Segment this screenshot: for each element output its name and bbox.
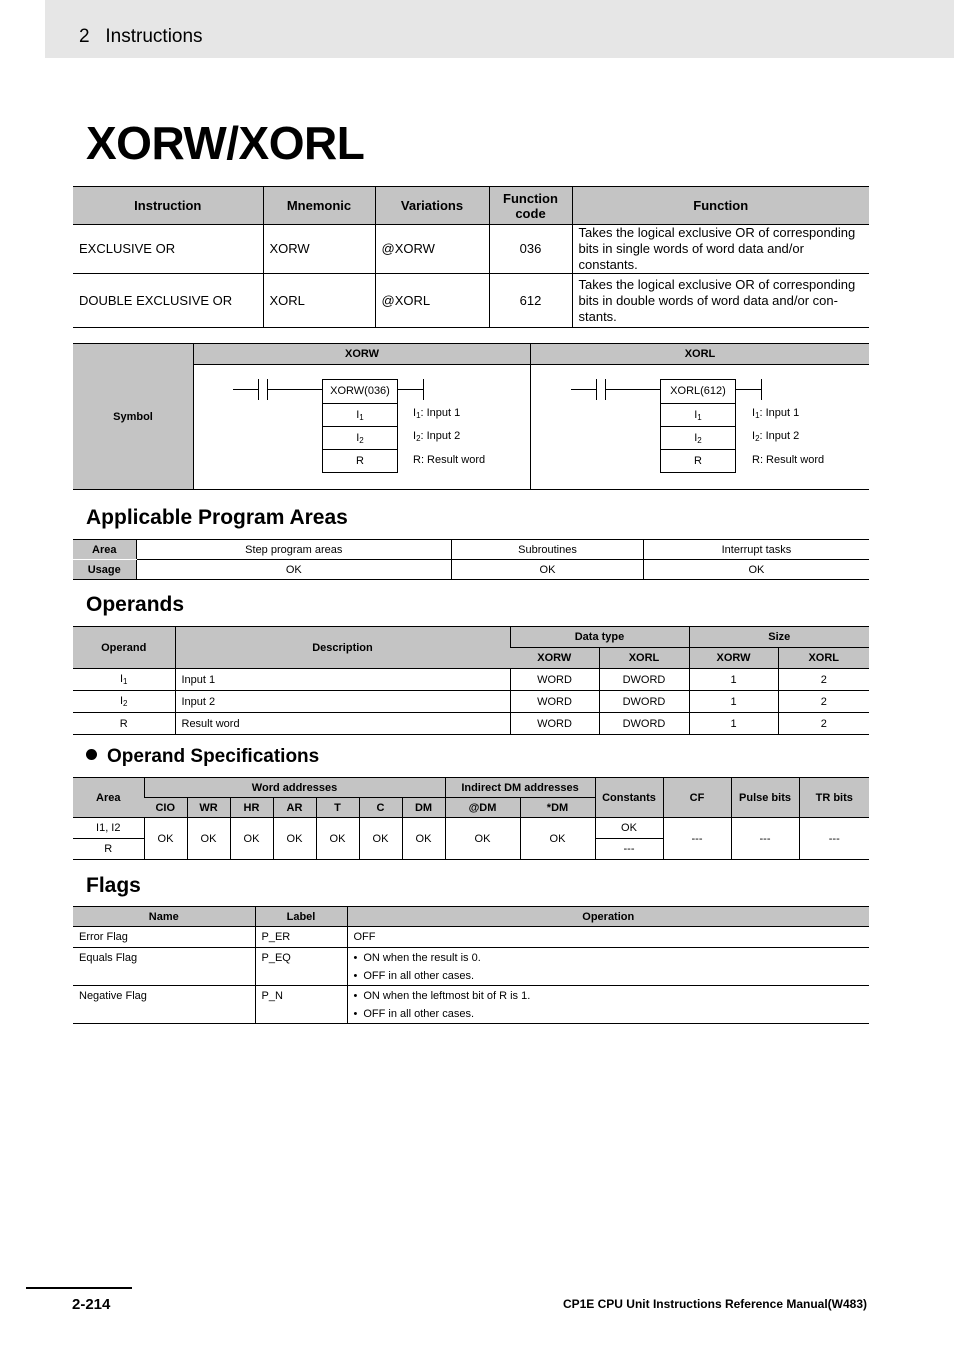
- operand-subscript: 1: [697, 413, 702, 422]
- cell-interrupt-tasks: Interrupt tasks: [643, 540, 869, 560]
- operand-specs-table: [73, 777, 869, 860]
- cell-operand: [73, 691, 175, 713]
- program-areas-table: [73, 539, 869, 580]
- table-row: [73, 927, 869, 948]
- table-row: [73, 540, 869, 560]
- cell-mnemonic: XORL: [263, 274, 375, 328]
- operand-subscript: 2: [123, 699, 128, 708]
- col-hr: HR: [230, 798, 273, 818]
- output-bar: [761, 379, 762, 400]
- cell-size-xorw: 1: [689, 713, 778, 735]
- cell-operand: R: [73, 713, 175, 735]
- col-word-addresses: Word addresses: [144, 778, 445, 798]
- table-row: [73, 818, 869, 839]
- cell-area: I1, I2: [96, 822, 121, 834]
- col-size: Size: [689, 627, 869, 648]
- col-instruction: Instruction: [73, 187, 263, 225]
- cell-usage: OK: [643, 560, 869, 580]
- cell-instruction: EXCLUSIVE OR: [73, 225, 263, 274]
- output-bar: [423, 379, 424, 400]
- cell-tr-bits: ---: [799, 818, 869, 860]
- cell-operand: [73, 669, 175, 691]
- table-row: [73, 948, 869, 986]
- operand-subscript: 1: [416, 411, 421, 420]
- cell-c: OK: [359, 818, 402, 860]
- box-title: XORW(036): [330, 385, 390, 397]
- col-tr-bits: TR bits: [799, 778, 869, 818]
- cell-dtype-xorw: WORD: [510, 669, 599, 691]
- col-dtype-xorl: XORL: [599, 648, 689, 669]
- instruction-box: [322, 379, 398, 473]
- list-item: • ON when the leftmost bit of R is 1.: [354, 987, 864, 1005]
- rung-line: [736, 389, 761, 390]
- cell-hr: OK: [230, 818, 273, 860]
- operand-desc-text: : Input 2: [420, 430, 461, 442]
- cell-size-xorw: 1: [689, 669, 778, 691]
- contact-bar: [596, 379, 597, 400]
- operand-1-desc: $I_1$: Input 1: [752, 407, 800, 420]
- col-constants: Constants: [595, 778, 663, 818]
- page-number: 2-214: [72, 1296, 111, 1313]
- cell-dtype-xorl: DWORD: [599, 691, 689, 713]
- box-operand-3: R: [323, 449, 397, 472]
- cell-flag-operation: [347, 948, 869, 986]
- instruction-box: [660, 379, 736, 473]
- cell-subroutines: Subroutines: [452, 540, 644, 560]
- chapter-title: 2 Instructions: [79, 26, 203, 47]
- operand-1-desc: $I_1$: Input 1: [413, 407, 461, 420]
- operand-desc-text: : Input 1: [759, 407, 800, 419]
- col-operand: Operand: [73, 627, 175, 669]
- operand-3-desc: R: Result word: [752, 454, 825, 466]
- col-indirect-dm: Indirect DM addresses: [445, 778, 595, 798]
- operand-letter: I: [694, 409, 698, 421]
- operand-2-desc: $I_2$: Input 2: [413, 430, 461, 443]
- table-row: [73, 560, 869, 580]
- divider: [193, 344, 194, 489]
- col-pulse-bits: Pulse bits: [731, 778, 799, 818]
- cell-flag-label: P_EQ: [255, 948, 347, 986]
- table-row: [73, 669, 869, 691]
- cell-flag-operation: [347, 986, 869, 1024]
- cell-flag-label: P_N: [255, 986, 347, 1024]
- rung-line: [571, 389, 596, 390]
- operand-2-desc: $I_2$: Input 2: [752, 430, 800, 443]
- col-data-type: Data type: [510, 627, 689, 648]
- operand-subscript: 1: [359, 413, 364, 422]
- operand-subscript: 2: [755, 434, 760, 443]
- cell-step-program: Step program areas: [136, 540, 452, 560]
- table-row: [73, 713, 869, 735]
- cell-t: OK: [316, 818, 359, 860]
- section-heading-areas: Applicable Program Areas: [86, 506, 348, 529]
- col-cio: CIO: [144, 798, 187, 818]
- divider: [530, 344, 531, 489]
- heading-text: Operand Specifications: [107, 746, 320, 767]
- cell-description: Result word: [175, 713, 510, 735]
- chapter-header-band: [45, 0, 954, 58]
- cell-at-dm: OK: [445, 818, 520, 860]
- cell-size-xorl: 2: [778, 691, 869, 713]
- operand-letter: I: [119, 673, 124, 685]
- cell-flag-operation: OFF: [347, 927, 869, 948]
- cell-cio: OK: [144, 818, 187, 860]
- cell-size-xorl: 2: [778, 713, 869, 735]
- symbol-block: [73, 343, 869, 490]
- cell-function-code: 036: [489, 225, 572, 274]
- operand-subscript: 2: [416, 434, 421, 443]
- box-operand-2: [661, 426, 735, 449]
- cell-dtype-xorl: DWORD: [599, 669, 689, 691]
- col-area: Area: [73, 778, 144, 818]
- col-mnemonic: Mnemonic: [263, 187, 375, 225]
- cell-size-xorl: 2: [778, 669, 869, 691]
- box-operand-1: [661, 403, 735, 426]
- cell-usage: OK: [136, 560, 452, 580]
- cell-cf: ---: [663, 818, 731, 860]
- box-operand-3: R: [661, 449, 735, 472]
- xorw-header: XORW: [194, 344, 530, 365]
- operand-desc-text: : Input 2: [759, 430, 800, 442]
- cell-ar: OK: [273, 818, 316, 860]
- box-title: XORL(612): [670, 385, 726, 397]
- cell-flag-name: Error Flag: [79, 931, 128, 943]
- box-operand-1: [323, 403, 397, 426]
- list-item: • OFF in all other cases.: [354, 1005, 864, 1023]
- cell-flag-name: Negative Flag: [73, 986, 255, 1024]
- cell-pulse-bits: ---: [731, 818, 799, 860]
- cell-flag-name: Equals Flag: [73, 948, 255, 986]
- col-star-dm: *DM: [520, 798, 595, 818]
- operand-subscript: 2: [697, 436, 702, 445]
- col-description: Description: [175, 627, 510, 669]
- table-row: [73, 691, 869, 713]
- operands-table: [73, 626, 869, 735]
- cell-size-xorw: 1: [689, 691, 778, 713]
- bullet-icon: [86, 749, 97, 760]
- col-variations: Variations: [375, 187, 489, 225]
- cell-dtype-xorw: WORD: [510, 713, 599, 735]
- section-heading-operands: Operands: [86, 593, 185, 616]
- cell-usage: OK: [452, 560, 644, 580]
- cell-dm: OK: [402, 818, 445, 860]
- col-wr: WR: [187, 798, 230, 818]
- col-dtype-xorw: XORW: [510, 648, 599, 669]
- cell-variations: @XORW: [375, 225, 489, 274]
- box-operand-2: [323, 426, 397, 449]
- operand-letter: I: [356, 432, 360, 444]
- instruction-table: [73, 186, 869, 328]
- xorl-header: XORL: [531, 344, 869, 365]
- cell-function-code: 612: [489, 274, 572, 328]
- rung-line: [398, 389, 423, 390]
- col-size-xorw: XORW: [689, 648, 778, 669]
- col-function: Function: [572, 187, 869, 225]
- row-header-usage: Usage: [73, 560, 136, 580]
- cell-mnemonic: XORW: [263, 225, 375, 274]
- cell-description: Input 2: [175, 691, 510, 713]
- flags-table: [73, 906, 869, 1024]
- col-size-xorl: XORL: [778, 648, 869, 669]
- table-row: [73, 986, 869, 1024]
- col-at-dm: @DM: [445, 798, 520, 818]
- col-t: T: [316, 798, 359, 818]
- contact-bar: [258, 379, 259, 400]
- cell-star-dm: OK: [520, 818, 595, 860]
- list-item: • OFF in all other cases.: [354, 967, 864, 985]
- footer-rule: [26, 1287, 132, 1289]
- list-item: • ON when the result is 0.: [354, 949, 864, 967]
- operand-subscript: 1: [123, 677, 128, 686]
- col-ar: AR: [273, 798, 316, 818]
- cell-wr: OK: [187, 818, 230, 860]
- cell-description: Input 1: [175, 669, 510, 691]
- col-c: C: [359, 798, 402, 818]
- col-label: Label: [255, 907, 347, 927]
- page-title: XORW/XORL: [86, 117, 365, 169]
- section-heading-flags: Flags: [86, 874, 141, 897]
- cell-area: R: [73, 839, 144, 860]
- operand-letter: I: [356, 409, 360, 421]
- cell-flag-label: P_ER: [255, 927, 347, 948]
- manual-title: CP1E CPU Unit Instructions Reference Manual(W483): [562, 1297, 867, 1311]
- table-row: [73, 225, 869, 274]
- operand-subscript: 2: [359, 436, 364, 445]
- operand-letter: I: [119, 695, 124, 707]
- operand-letter: I: [694, 432, 698, 444]
- rung-line: [233, 389, 258, 390]
- cell-dtype-xorl: DWORD: [599, 713, 689, 735]
- row-header-area: Area: [73, 540, 136, 560]
- operand-3-desc: R: Result word: [413, 454, 486, 466]
- table-row: [73, 274, 869, 328]
- col-dm: DM: [402, 798, 445, 818]
- cell-constants: ---: [595, 839, 663, 860]
- cell-dtype-xorw: WORD: [510, 691, 599, 713]
- col-cf: CF: [663, 778, 731, 818]
- col-operation: Operation: [347, 907, 869, 927]
- rung-line: [267, 389, 322, 390]
- symbol-label: Symbol: [73, 344, 193, 489]
- cell-instruction: DOUBLE EXCLUSIVE OR: [73, 274, 263, 328]
- cell-function: Takes the logical exclusive OR of corresponding bits in single words of word data and/or constants.: [572, 225, 869, 274]
- cell-constants: OK: [595, 818, 663, 839]
- operand-subscript: 1: [755, 411, 760, 420]
- section-heading-specs: [86, 746, 319, 768]
- cell-function: Takes the logical exclusive OR of corresponding bits in double words of word data and/or con-stants.: [572, 274, 869, 328]
- col-function-code: Function code: [489, 187, 572, 225]
- operand-desc-text: : Input 1: [420, 407, 461, 419]
- cell-variations: @XORL: [375, 274, 489, 328]
- col-name: Name: [73, 907, 255, 927]
- rung-line: [605, 389, 660, 390]
